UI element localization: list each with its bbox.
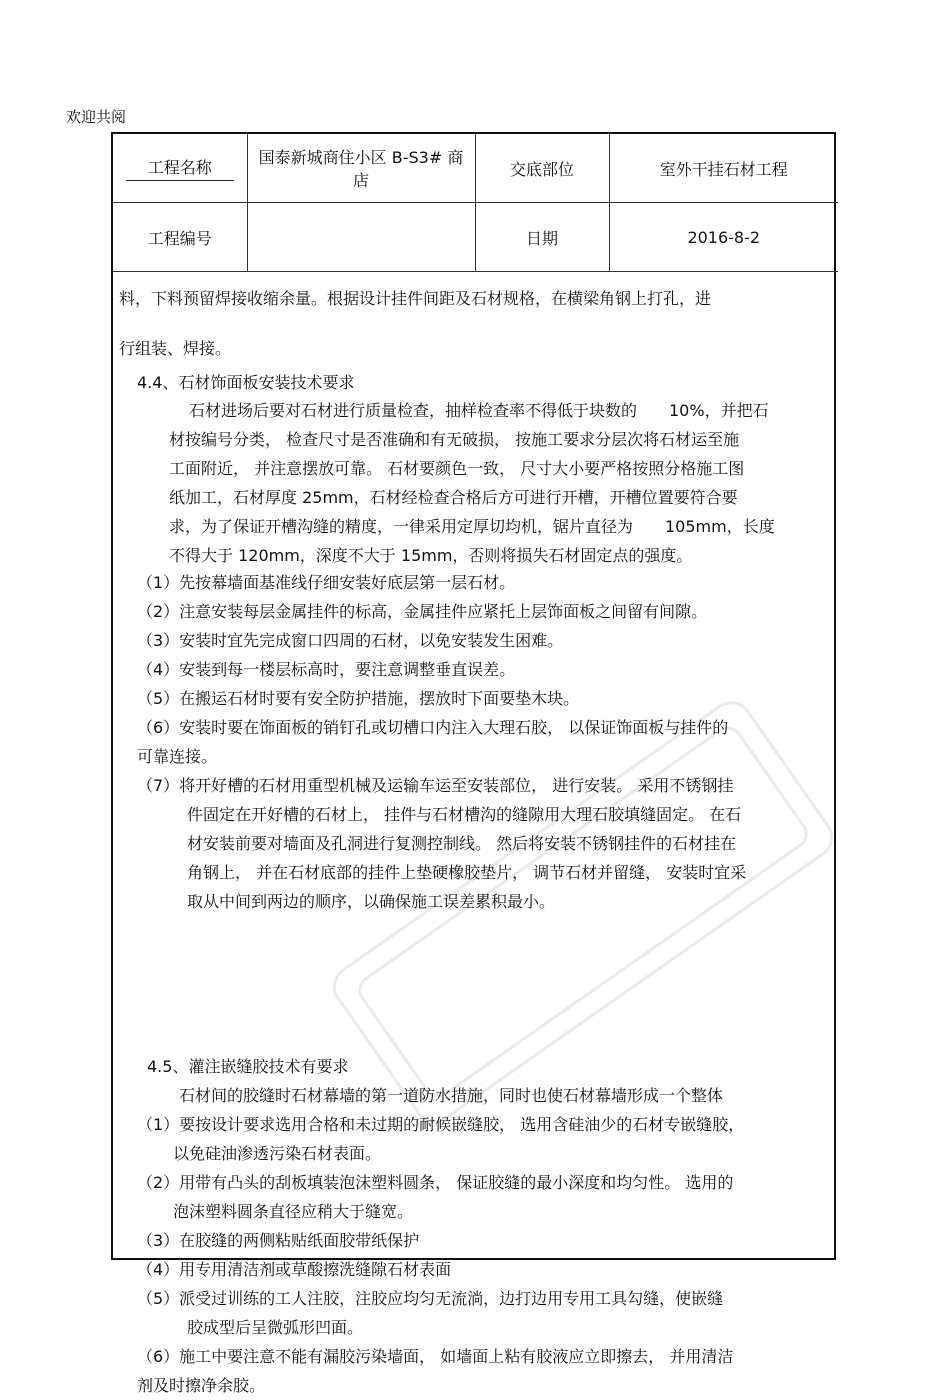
paragraph-line: 材按编号分类， 检查尺寸是否准确和有无破损， 按施工要求分层次将石材运至施	[169, 430, 740, 449]
list-item-continuation: 胶成型后呈微弧形凹面。	[187, 1318, 364, 1337]
list-item-continuation: 角钢上， 并在石材底部的挂件上垫硬橡胶垫片， 调节石材并留缝， 安装时宜采	[187, 863, 747, 882]
list-item: （6）安装时要在饰面板的销钉孔或切槽口内注入大理石胶， 以保证饰面板与挂件的	[137, 718, 729, 737]
list-item: （5）派受过训练的工人注胶，注胶应均匀无流淌，边打边用专用工具勾缝，使嵌缝	[137, 1289, 724, 1308]
list-item-continuation: 以免硅油渗透污染石材表面。	[173, 1144, 382, 1163]
list-item-continuation: 件固定在开好槽的石材上， 挂件与石材槽沟的缝隙用大理石胶填缝固定。 在石	[187, 805, 742, 824]
list-item: （1）先按幕墙面基准线仔细安装好底层第一层石材。	[137, 573, 516, 592]
paragraph-line: 石材进场后要对石材进行质量检查，抽样检查率不得低于块数的 10%，并把石	[189, 401, 769, 420]
section-4-5-title: 4.5、灌注嵌缝胶技术有要求	[147, 1057, 349, 1076]
intro-line-2: 行组装、焊接。	[119, 339, 232, 358]
section-4-4-title: 4.4、石材饰面板安装技术要求	[137, 373, 355, 392]
disclosure-part-label: 交底部位	[475, 134, 609, 203]
date-value: 2016-8-2	[609, 203, 838, 272]
project-name-value: 国泰新城商住小区 B-S3# 商店	[247, 134, 475, 203]
project-code-label: 工程编号	[113, 203, 247, 272]
paragraph-line: 工面附近， 并注意摆放可靠。 石材要颜色一致， 尺寸大小要严格按照分格施工图	[169, 459, 745, 478]
list-item: （2）用带有凸头的刮板填装泡沫塑料圆条， 保证胶缝的最小深度和均匀性。 选用的	[137, 1173, 734, 1192]
list-item: （3）安装时宜先完成窗口四周的石材，以免安装发生困难。	[137, 631, 564, 650]
disclosure-sheet	[111, 132, 836, 1395]
paragraph-line: 求，为了保证开槽沟缝的精度，一律采用定厚切均机，锯片直径为 105mm，长度	[169, 517, 775, 536]
section-4-5-intro: 石材间的胶缝时石材幕墙的第一道防水措施，同时也使石材幕墙形成一个整体	[179, 1086, 724, 1105]
section-4-5	[137, 1052, 827, 1400]
project-name-label: 工程名称	[126, 155, 234, 181]
list-item: （2）注意安装每层金属挂件的标高，金属挂件应紧托上层饰面板之间留有间隙。	[137, 602, 708, 621]
project-code-value	[247, 203, 475, 272]
header-note: 欢迎共阅	[66, 108, 127, 126]
list-item-continuation: 剂及时擦净余胶。	[137, 1376, 266, 1395]
list-item-continuation: 取从中间到两边的顺序，以确保施工误差累积最小。	[187, 892, 556, 911]
list-item: （3）在胶缝的两侧粘贴纸面胶带纸保护	[137, 1231, 420, 1250]
section-4-4-list	[137, 568, 827, 916]
list-item: （5）在搬运石材时要有安全防护措施，摆放时下面要垫木块。	[137, 689, 580, 708]
paragraph-line: 不得大于 120mm，深度不大于 15mm，否则将损失石材固定点的强度。	[169, 546, 693, 565]
list-item-continuation: 材安装前要对墙面及孔洞进行复测控制线。 然后将安装不锈钢挂件的石材挂在	[187, 834, 737, 853]
project-name-label-cell	[113, 134, 247, 203]
list-item: （1）要按设计要求选用合格和未过期的耐候嵌缝胶， 选用含硅油少的石材专嵌缝胶，	[137, 1115, 745, 1134]
section-4-4-paragraph	[169, 396, 833, 570]
intro-line-1: 料，下料预留焊接收缩余量。根据设计挂件间距及石材规格，在横梁角钢上打孔，进	[119, 289, 712, 308]
list-item: （7）将开好槽的石材用重型机械及运输车运至安装部位， 进行安装。 采用不锈钢挂	[137, 776, 734, 795]
date-label: 日期	[475, 203, 609, 272]
disclosure-part-value: 室外干挂石材工程	[609, 134, 838, 203]
list-item: （4）安装到每一楼层标高时，要注意调整垂直误差。	[137, 660, 516, 679]
list-item: （4）用专用清洁剂或草酸擦洗缝隙石材表面	[137, 1260, 452, 1279]
list-item-continuation: 可靠连接。	[137, 747, 218, 766]
project-info-table	[113, 134, 838, 272]
list-item-continuation: 泡沫塑料圆条直径应稍大于缝宽。	[173, 1202, 414, 1221]
paragraph-line: 纸加工，石材厚度 25mm，石材经检查合格后方可进行开槽，开槽位置要符合要	[169, 488, 738, 507]
list-item: （6）施工中要注意不能有漏胶污染墙面， 如墙面上粘有胶液应立即擦去， 并用清洁	[137, 1347, 734, 1366]
